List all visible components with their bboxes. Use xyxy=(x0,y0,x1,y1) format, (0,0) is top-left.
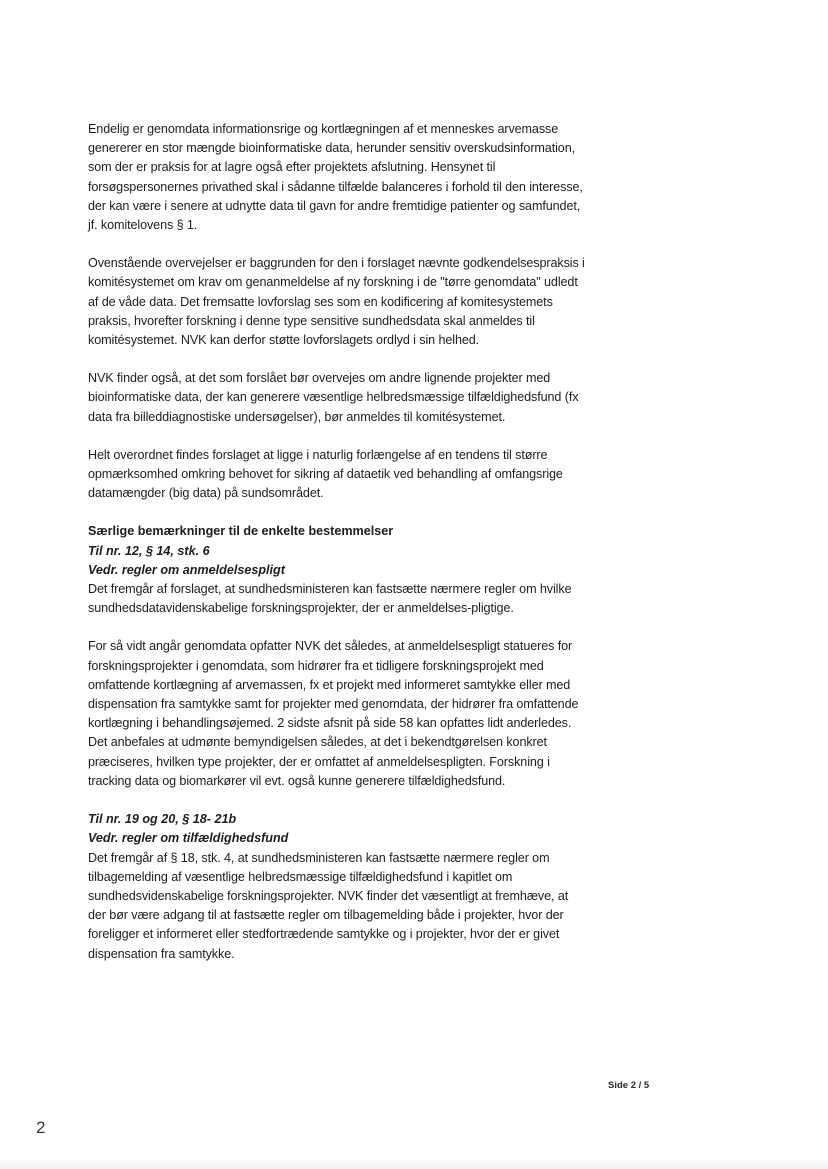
paragraph-nvk-finder: NVK finder også, at det som forslået bør overvejes om andre lignende projekter med bioinformatiske data, der kan generere væsentlige helbredsmæssige tilfældighedsfund (fx data fra billeddiagnostiske undersøgelser), bør anmeldes til komitésystemet. xyxy=(88,371,579,424)
paragraph-overordnet: Helt overordnet findes forslaget at ligge i naturlig forlængelse af en tendens til større opmærksomhed omkring behovet for sikring af dataetik ved behandling af omfangsrige datamængder (big data) på sundsområdet. xyxy=(88,447,563,501)
paragraph-overvejelser: Ovenstående overvejelser er baggrunden for den i forslaget nævnte godkendelsespraksis i komitésystemet om krav om genanmeldelse af ny forskning i de "tørre genomdata" udledt af de våde data. Det fremsatte lovforslag ses som en kodificering af komitesystemets praksis, hvorefter forskning i denne type sensitive sundhedsdata skal anmeldes til komitésystemet. NVK kan derfor støtte lovforslagets ordlyd i sin helhed. xyxy=(88,256,585,348)
section-reference: Til nr. 19 og 20, § 18- 21b xyxy=(88,812,237,827)
paragraph-fremgaar: Det fremgår af forslaget, at sundhedsministeren kan fastsætte nærmere regler om hvilke sundhedsdatavidenskabelige forskningsprojekter, der er anmeldelses-pligtige. xyxy=(88,582,572,616)
paragraph-genomdata-anmeldelse: For så vidt angår genomdata opfatter NVK det således, at anmeldelsespligt statueres for forskningsprojekter i genomdata, som hidrører fra et tidligere forskningsprojekt med omfattende kortlægning af arvemassen, fx et projekt med informeret samtykke eller med dispensation fra samtykke samt for projekter med genomdata, der hidrører fra omfattende kortlægning i behandlingsøjemed. 2 sidste afsnit på side 58 kan opfattes lidt anderledes. Det anbefales at udmønte bemyndigelsen således, at det i bekendtgørelsen konkret præciseres, hvilken type projekter, der er omfattet af anmeldelsespligten. Forskning i tracking data og biomarkører vil evt. også kunne generere tilfældighedsfund. xyxy=(88,639,579,788)
scan-edge-shadow xyxy=(0,1158,828,1169)
paragraph-genomdata: Endelig er genomdata informationsrige og kortlægningen af et menneskes arvemasse genererer en stor mængde bioinformatiske data, herunder sensitiv overskudsinformation, som der er praksis for at lagre også efter projektets afslutning. Hensynet til forsøgspersonernes privathed skal i sådanne tilfælde balanceres i forhold til den interesse, der kan være i senere at udnytte data til gavn for andre fremtidige patienter og samfundet, jf. komitelovens § 1. xyxy=(88,122,583,233)
section-heading: Særlige bemærkninger til de enkelte bestemmelser xyxy=(88,524,394,539)
page-indicator: Side 2 / 5 xyxy=(608,1080,650,1091)
document-body xyxy=(88,120,588,983)
section-anmeldelsespligt xyxy=(88,522,588,791)
section-tilfaeldighedsfund xyxy=(88,810,588,964)
section-topic: Vedr. regler om anmeldelsespligt xyxy=(88,562,285,577)
section-topic: Vedr. regler om tilfældighedsfund xyxy=(88,831,289,846)
sheet-number: 2 xyxy=(36,1118,46,1137)
paragraph-tilbagemelding: Det fremgår af § 18, stk. 4, at sundhedsministeren kan fastsætte nærmere regler om tilbagemelding af væsentlige helbredsmæssige tilfældighedsfund i kapitlet om sundhedsvidenskabelige forskningsprojekter. NVK finder det væsentligt at fremhæve, at der bør være adgang til at fastsætte regler om tilbagemelding både i projekter, hvor der foreligger et informeret eller stedfortrædende samtykke og i projekter, hvor der er givet dispensation fra samtykke. xyxy=(88,850,569,961)
section-reference: Til nr. 12, § 14, stk. 6 xyxy=(88,543,210,558)
